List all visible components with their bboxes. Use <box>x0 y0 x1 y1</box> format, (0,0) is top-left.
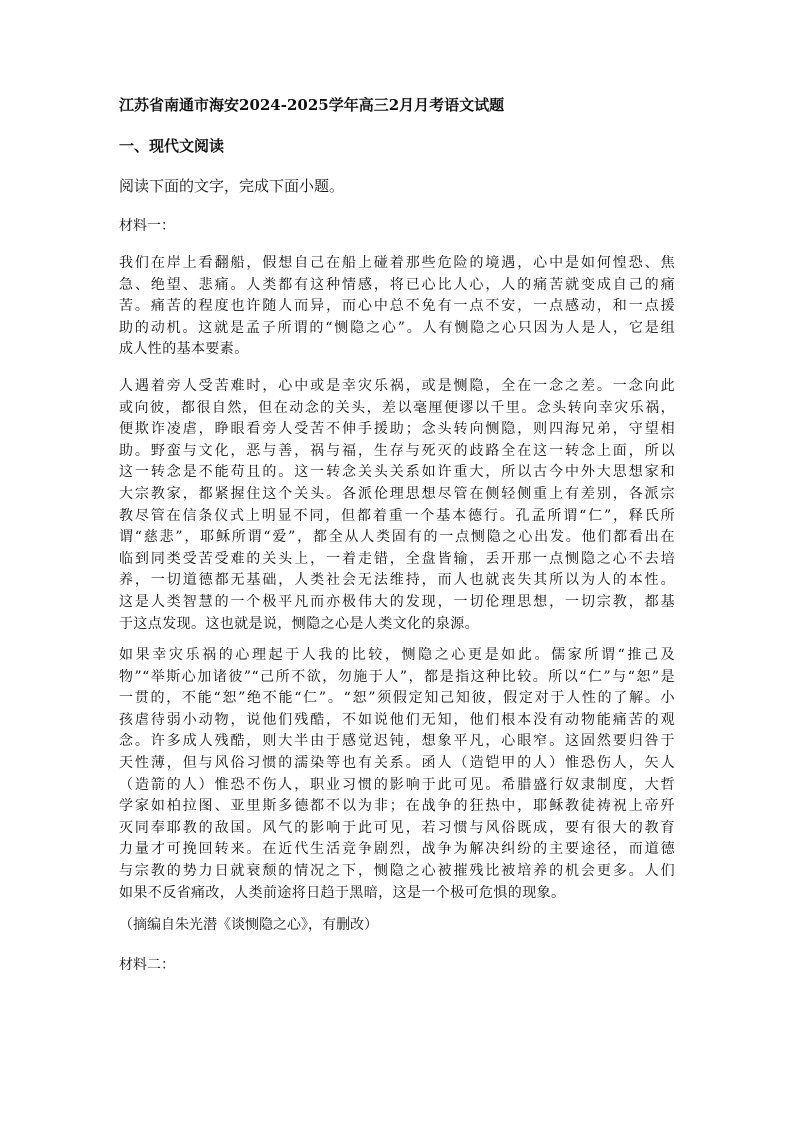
paragraph-line: 孩虐待弱小动物，说他们残酷，不如说他们无知，他们根本没有动物能痛苦的观 <box>119 711 675 728</box>
paragraph-line: 我们在岸上看翻船，假想自己在船上碰着那些危险的境遇，心中是如何惶恐、焦 <box>119 255 675 271</box>
paragraph-line: （造箭的人）惟恐不伤人，职业习惯的影响于此可见。希腊盛行奴隶制度，大哲 <box>119 776 675 793</box>
paragraph-line: 天性薄，但与风俗习惯的濡染等也有关系。函人（造铠甲的人）惟恐伤人，矢人 <box>119 754 675 771</box>
paragraph-1 <box>119 253 675 361</box>
paragraph-line: 这一转念是不能苟且的。这一转念关头关系如许重大，所以古今中外大思想家和 <box>119 464 675 481</box>
paragraph-line: 如果幸灾乐祸的心理起于人我的比较，恻隐之心更是如此。儒家所谓“推己及 <box>119 647 675 663</box>
paragraph-line: 学家如柏拉图、亚里斯多德都不以为非；在战争的狂热中，耶稣教徒祷祝上帝歼 <box>119 798 675 815</box>
paragraph-line: 助。野蛮与文化，恶与善，祸与福，生存与死灭的歧路全在这一转念上面，所以 <box>119 442 675 459</box>
paragraph-line: 物”“举斯心加诸彼”“己所不欲，勿施于人”，都是指这种比较。所以“仁”与“恕”是 <box>119 668 675 685</box>
paragraph-line: 临到同类受苦受难的关头上，一着走错，全盘皆输，丢开那一点恻隐之心不去培 <box>119 550 675 567</box>
section-heading: 一、现代文阅读 <box>119 137 225 155</box>
reading-instruction: 阅读下面的文字，完成下面小题。 <box>119 177 345 195</box>
material-2-label: 材料二： <box>119 957 175 973</box>
paragraph-line: 谓“慈悲”，耶稣所谓“爱”，都全从人类固有的一点恻隐之心出发。他们都看出在 <box>119 529 675 546</box>
paragraph-line: 力量才可挽回转来。在近代生活竞争剧烈，战争为解决纠纷的主要途径，而道德 <box>119 841 675 858</box>
paragraph-line: 这是人类智慧的一个极平凡而亦极伟大的发现，一切伦理思想，一切宗教，都基 <box>119 593 675 610</box>
paragraph-line: 成人性的基本要素。 <box>119 341 249 358</box>
paragraph-2 <box>119 376 675 635</box>
paragraph-line: 养，一切道德都无基础，人类社会无法维持，而人也就丧失其所以为人的本性。 <box>119 572 675 589</box>
paragraph-line: 人遇着旁人受苦难时，心中或是幸灾乐祸，或是恻隐，全在一念之差。一念向此 <box>119 378 675 394</box>
paragraph-line: 或向彼，都很自然，但在动念的关头，差以毫厘便谬以千里。念头转向幸灾乐祸， <box>119 399 675 416</box>
paragraph-line: 如果不反省痛改，人类前途将日趋于黑暗，这是一个极可危惧的现象。 <box>119 884 566 901</box>
paragraph-3 <box>119 645 675 904</box>
paragraph-line: 于这点发现。这也就是说，恻隐之心是人类文化的泉源。 <box>119 615 479 632</box>
material-1-label: 材料一： <box>119 218 175 234</box>
paragraph-line: 便欺诈凌虐，睁眼看旁人受苦不伸手援助；念头转向恻隐，则四海兄弟，守望相 <box>119 421 675 438</box>
paragraph-line: 助的动机。这就是孟子所谓的“恻隐之心”。人有恻隐之心只因为人是人，它是组 <box>119 319 675 336</box>
paragraph-line: 急、绝望、悲痛。人类都有这种情感，将已心比人心，人的痛苦就变成自己的痛 <box>119 276 675 293</box>
paragraph-line: 教尽管在信条仪式上明显不同，但都着重一个基本德行。孔孟所谓“仁”，释氏所 <box>119 507 675 524</box>
paragraph-line: 与宗教的势力日就衰颓的情况之下，恻隐之心被摧残比被培养的机会更多。人们 <box>119 862 675 879</box>
source-citation: （摘编自朱光潜《谈恻隐之心》，有删改） <box>119 917 378 933</box>
document-title: 江苏省南通市海安2024-2025学年高三2月月考语文试题 <box>119 96 505 114</box>
paragraph-line: 苦。痛苦的程度也许随人而异，而心中总不免有一点不安，一点感动，和一点援 <box>119 298 675 315</box>
paragraph-line: 一贯的，不能“恕”绝不能“仁”。“恕”须假定知己知彼，假定对于人性的了解。小 <box>119 690 675 707</box>
paragraph-line: 大宗教家，都紧握住这个关头。各派伦理思想尽管在侧轻侧重上有差别，各派宗 <box>119 485 675 502</box>
paragraph-line: 念。许多成人残酷，则大半由于感觉迟钝，想象平凡，心眼窄。这固然要归咎于 <box>119 733 675 750</box>
paragraph-line: 灭同奉耶教的敌国。风气的影响于此可见，若习惯与风俗既成，要有很大的教育 <box>119 819 675 836</box>
